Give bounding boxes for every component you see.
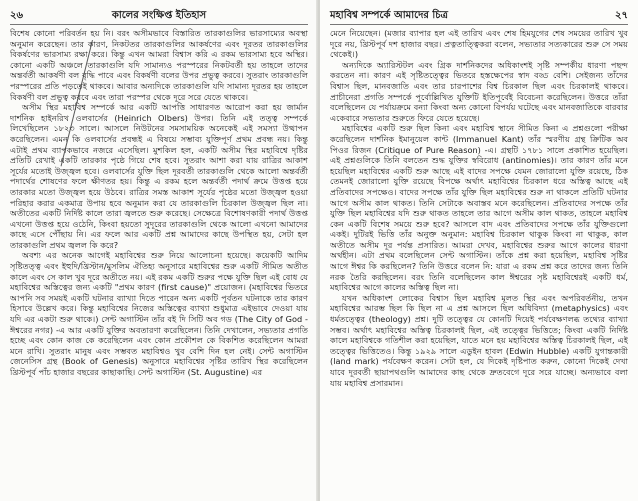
left-paragraph: অবশ্য এর অনেক আগেই মহাবিশ্বের শুরু নিয়ে আলোচনা হয়েছে। কয়েকটি আদিম সৃষ্টিতত্ত্ব এবং ইহুদি/খ্রিস্টান/মুসলিম ঐতিহ্য অনুসারে মহাবিশ্বের শুরু একটি সীমিত অতীত কালে এবং সে কাল খুব দূরে অতীতে নয়। এই রকম একটি শুরুর পক্ষে যুক্তি ছিল এই বোধ যে মহাবিশ্বের অস্তিত্বের জন্য একটি "প্রথম কারণ (first cause)" প্রয়োজন। (মহাবিশ্বের ভিতরে আপনি সব সময়ই একটি ঘটনার ব্যাখ্যা দিতে পারেন অন্য একটি পূর্বতন ঘটনাকে তার কারণ হিসাবে উল্লেখ করে। কিন্তু মহাবিশ্বের নিজের অস্তিত্বের ব্যাখ্যা শুধুমাত্র এইভাবে দেওয়া যায় যদি এর একটা শুরু থাকে।) সেন্ট অগাস্টিন তাঁর বই দি সিটি অব গড (The City of God - ঈশ্বরের নগর) -এ আর একটি যুক্তির অবতারণা করেছিলেন। তিনি দেখালেন, সভ্যতার প্রগতি হচ্ছে এবং কোন কাজ কে করেছিলেন এবং কোন প্রকৌশল কে বিকশিত করেছিলেন আমরা মনে রাখি। সুতরাং মানুষ এবং সম্ভবত মহাবিশ্বও খুব বেশি দিন হল নেই। সেন্ট অগাস্টিন জেনেসিস গ্রন্থ (Book of Genesis) অনুসারে মহাবিশ্বের সৃষ্টির তারিখ স্থির করেছিলেন খ্রিস্টপূর্ব পাঁচ হাজার বছরের কাছাকাছি। সেন্ট অগাস্টিন (St. Augustine) এর [10, 250, 308, 377]
right-paragraph: মেনে নিয়েছেন। (মজার ব্যাপার হল এই তারিখ এবং শেষ হিমযুগের শেষ সময়ের তারিখ খুব দূরে নয়, খ্রিস্টপূর্ব দশ হাজার বছর। প্রত্নতাত্ত্বিকরা বলেন, সভ্যতার সত্যকারের শুরু সে সময় থেকেই।) [330, 28, 628, 60]
left-page-header [10, 8, 308, 24]
left-paragraph: অসীম স্থির মহাবিশ্ব সম্পর্কে আর একটি আপত্তি সাধারণত আরোপ করা হয় জার্মান দার্শনিক হাইনরিখ ওলবার্সের (Heinrich Olbers) উপর। তিনি এই তত্ত্ব সম্পর্কে লিখেছিলেন ১৮২৩ সালে। আসলে নিউটনের সমসাময়িক অনেকেই এই সমস্যা উত্থাপন করেছিলেন। এমন কি ওলবার্সের প্রবন্ধই এ বিষয়ে সম্ভাব্য যুক্তিপূর্ণ প্রথম প্রবন্ধ নয়। কিন্তু এটাই প্রথম ব্যাপকভাবে নজরে এসেছিল। মুশকিল হল, একটি অসীম স্থির মহাবিশ্বে দৃষ্টির প্রতিটি রেখাই একটি তারকার পৃষ্ঠে গিয়ে শেষ হবে। সুতরাং আশা করা যায় রাত্রির আকাশ সূর্যের মতোই উজ্জ্বল হবে। ওলবার্সের যুক্তি ছিল দূরবর্তী তারকাগুলি থেকে আলো অন্তর্বর্তী পদার্থের শোষণের ফলে ক্ষীণতর হয়। কিন্তু এ রকম হলে অন্তর্বর্তী পদার্থ ক্রমে উত্তপ্ত হয়ে তারকার মতো উজ্জ্বল হয়ে উঠবে। রাত্রির সমস্ত আকাশ সূর্যের পৃষ্ঠের মতো উজ্জ্বল হওয়া পরিহার করার একমাত্র উপায় হবে অনুমান করা যে তারকাগুলি চিরকাল উজ্জ্বল ছিল না। অতীতের একটি নির্দিষ্ট কালে তারা জ্বলতে শুরু করেছে। সেক্ষেত্রে বিশোষণকারী পদার্থ উত্তপ্ত এখনো উত্তপ্ত হয়ে ওঠেনি, কিংবা হয়তো সুদূরের তারকাগুলি থেকে আলো এখনো আমাদের কাছে এসে পৌঁছায় নি। এর ফলে আর একটি প্রশ্ন আমাদের কাছে উপস্থিত হয়, সেটা হল তারকাগুলি প্রথম জ্বলল কি করে? [10, 102, 308, 250]
left-running-title: কালের সংক্ষিপ্ত ইতিহাস [111, 10, 207, 21]
left-page [0, 0, 318, 501]
right-paragraph: মহাবিশ্বের একটি শুরু ছিল কিনা এবং মহাবিশ্ব স্থানে সীমিত কিনা এ প্রশ্নগুলো পরীক্ষা করেছিলেন দার্শনিক ইমানুয়েল কান্ট (Immanuel Kant) তাঁর স্মরণীয় গ্রন্থ ক্রিটিক অব পিওর রিজন (Critique of Pure Reason) -এ। গ্রন্থটি ১৭৮১ সালে প্রকাশিত হয়েছিল। এই প্রশ্নগুলিকে তিনি বলতেন শুদ্ধ যুক্তির স্ববিরোধ (antinomies)। তার কারণ তাঁর মনে হয়েছিল মহাবিশ্বের একটি শুরু আছে এই বাদের সপক্ষে যেমন জোরালো যুক্তি রয়েছে, ঠিক তেমনই জোরালো যুক্তি রয়েছে বিপক্ষে অর্থাৎ মহাবিশ্বের চিরকাল ধরে অস্তিত্ব আছে এই প্রতিবাদের সপক্ষেও। বাদের সপক্ষে তাঁর যুক্তি ছিল মহাবিশ্বের শুরু না থাকলে প্রতিটি ঘটনার আগে অসীম কাল থাকত। তিনি সেটাকে অবাস্তব মনে করেছিলেন। প্রতিবাদের সপক্ষে তাঁর যুক্তি ছিল মহাবিশ্বের যদি শুরু থাকত তাহলে তার আগে অসীম কাল থাকত, তাহলে মহাবিশ্ব কেন একটি বিশেষ সময়ে শুরু হবে? আসলে বাদ এবং প্রতিবাদের সপক্ষে তাঁর যুক্তিগুলো একই। দুটিরই ভিত্তি তাঁর অনুক্ত অনুমান: মহাবিশ্ব চিরকাল থাকুক কিংবা না থাকুক, কাল অতীতে অসীম দূর পর্যন্ত প্রসারিত। আমরা দেখব, মহাবিশ্বের শুরুর আগে কালের ধারণা অর্থহীন। এটা প্রথম বলেছিলেন সেন্ট অগাস্টিন। তাঁকে প্রশ্ন করা হয়েছিল, মহাবিশ্ব সৃষ্টির আগে ঈশ্বর কি করছিলেন? তিনি উত্তরে বলেন নি: যারা এ রকম প্রশ্ন করে তাদের জন্য তিনি নরক তৈরি করছিলেন। বরং তিনি বলেছিলেন কাল ঈশ্বরের সৃষ্ট মহাবিশ্বেরই একটি ধর্ম, মহাবিশ্বের আগে কালের অস্তিত্ব ছিল না। [330, 123, 628, 293]
right-page-header [330, 8, 628, 24]
right-header-rule [330, 24, 628, 25]
left-paragraph: বিশেষ কোনো পরিবর্তন হয় নি। বরং অসীমভাবে বিস্তারিত তারকাগুলির ভারসাম্যের অবস্থা অনুমান করেছেন। তার কারণ, নিকটতর তারকাগুলির আকর্ষণের এবং দূরতর তারকাগুলির বিকর্ষণের ভারসাম্য রক্ষা করে। কিন্তু এখন আমরা বিশ্বাস করি এ রকম ভারসাম্য হবে অস্থির। কোনো একটি অঞ্চলে তারকাগুলি যদি সামান্যও পরস্পরের নিকটবর্তী হয় তাহলে তাদের অন্তর্বর্তী আকর্ষণী বল বৃদ্ধি পাবে এবং বিকর্ষণী বলের উপর প্রভুত্ব করবে। সুতরাং তারকাগুলি পরস্পরের প্রতি পড়তেই থাকবে। আবার অন্যদিকে তারকাগুলি যদি সামান্য দূরতর হয় তাহলে বিকর্ষণী বল প্রভুত্ব করবে এবং তারা পরস্পর থেকে দূরে সরে যেতে থাকবে। [10, 28, 308, 102]
right-page-body [330, 28, 628, 497]
left-page-body [10, 28, 308, 497]
left-page-number: ২৬ [10, 10, 24, 21]
right-paragraph: যখন অধিকাংশ লোকের বিশ্বাস ছিল মহাবিশ্ব মূলত স্থির এবং অপরিবর্তনীয়, তখন মহাবিশ্বের আরম্ভ ছিল কি ছিল না এ প্রশ্ন আসলে ছিল অধিবিদ্যা (metaphysics) এবং ধর্মতত্ত্বের (theology) প্রশ্ন। দুটি তত্ত্বের যে কোনটি দিয়েই পর্যবেক্ষণলব্ধ তথ্যের ব্যাখ্যা সম্ভব। অর্থাৎ মহাবিশ্বের অস্তিত্ব চিরকালই ছিল, এই তত্ত্বের ভিত্তিতে; কিংবা একটি নির্দিষ্ট কালে মহাবিশ্বকে গতিশীল করা হয়েছিল, যাতে মনে হয় মহাবিশ্বের অস্তিত্ব চিরকালই ছিল, এই তত্ত্বের ভিত্তিতেও। কিন্তু ১৯২৯ সালে এডুইন হাবল (Edwin Hubble) একটি যুগান্তকারী (land mark) পর্যবেক্ষণ করেন। সেটা হল, যে দিকেই দৃষ্টিপাত করুন, কোনো দিকেই দেখা যাবে দূরবর্তী ছায়াপথগুলি আমাদের কাছ থেকে দ্রুতবেগে দূরে সরে যাচ্ছে। অন্যভাবে বলা যায় মহাবিশ্ব প্রসারমান। [330, 292, 628, 388]
right-page [320, 0, 638, 501]
right-paragraph: অন্যদিকে অ্যারিস্টটল এবং গ্রিক দার্শনিকদের অধিকাংশই সৃষ্টি সম্পর্কীয় ধারণা পছন্দ করতেন না। কারণ এই সৃষ্টিতত্ত্বের ভিতরে হস্তক্ষেপের স্বাদ বড্ড বেশি। সেইজন্য তাঁদের বিশ্বাস ছিল, মানবজাতি এবং তার চারপাশের বিশ্ব চিরকাল ছিল এবং চিরকালই থাকবে। প্রাচীনেরা প্রগতি সম্পর্কে পূর্বোল্লিখিত যুক্তিটি ইতিপূর্বেই বিবেচনা করেছিলেন। উত্তরে তাঁরা বলেছিলেন যে পর্যায়ক্রমে বন্যা কিংবা অন্য কোনো বিপর্যয় ঘটেছে এবং মানবজাতিকে বারবার একেবারে সভ্যতার শুরুতে ফিরে যেতে হয়েছে। [330, 59, 628, 123]
right-page-number: ২৭ [614, 10, 628, 21]
right-running-title: মহাবিশ্ব সম্পর্কে আমাদের চিত্র [330, 10, 448, 21]
left-header-rule [10, 24, 308, 25]
